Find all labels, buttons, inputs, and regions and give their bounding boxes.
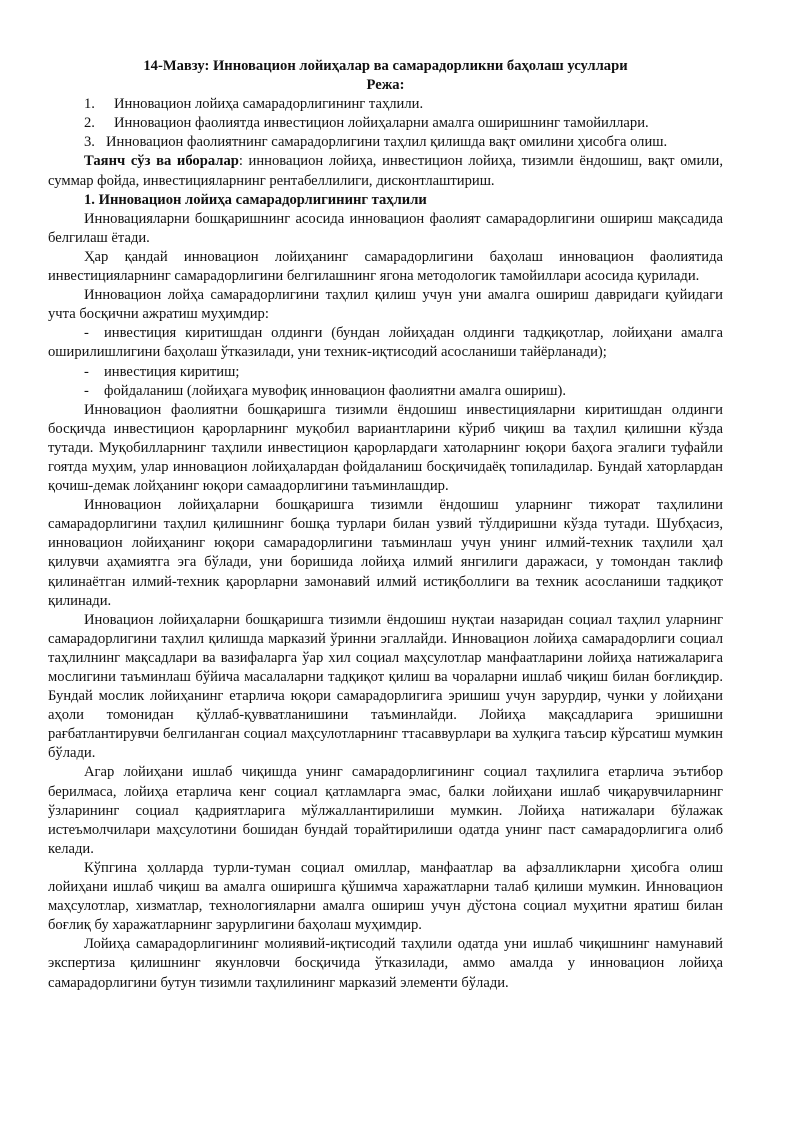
document-page (48, 57, 723, 993)
paragraph: Инновацион лойиҳаларни бошқаришга тизимли ёндошиш уларнинг тижорат таҳлилини самарадорлигини таҳлил қилишнинг бошқа турлари билан узвий тўлдиришни кўзда тутади. Шубҳасиз, инновацион лойиҳанинг юқори самарадорлигини таъминлаш учун унинг илмий-техник таҳлили ҳал қилувчи аҳамиятга эга бўлади, уни боришида лойиҳа илмий янгилиги даражаси, у томондан таклиф қилинаётган илмий-техник қарорларни замонавий илмий истиқболлиги ва техник асосланиши тадқиқот қилинади. (48, 497, 723, 609)
paragraph: Иновацион лойиҳаларни бошқаришга тизимли ёндошиш нуқтаи назаридан социал таҳлил уларнинг самарадорлигини таҳлил қилишда марказий ўринни эгаллайди. Инновацион лойиҳа самарадорлиги социал таҳлилнинг мақсадлари ва вазифаларга ўар хил социал маҳсулотлар манфаатларини лойиҳа натижаларига мослигини таъминлаш бўйича масалаларни тадқиқот қилиш ва чораларни ишлаб чиқиш билан боғлиқдир. Бундай мослик лойиҳанинг етарлича юқори самарадорлигига эришиш учун зарурдир, чунки у лойиҳани аҳоли томонидан қўллаб-қувватланишини таъминлайди. Лойиҳа мақсадларига эришишни рағбатлантирувчи белгиланган социал маҳсулотларнинг ттасаввурлари ва хулқига таъсир кўрсатиш мумкин бўлади. (48, 611, 723, 762)
dash-list-item: - фойдаланиш (лойиҳага мувофиқ инновацион фаолиятни амалга ошириш). (84, 382, 567, 399)
document-title: 14-Мавзу: Инновацион лойиҳалар ва самарадорликни баҳолаш усуллари (143, 58, 628, 74)
plan-label: Режа: (366, 77, 405, 94)
plan-item-3 (48, 133, 723, 152)
keywords-paragraph (48, 152, 723, 190)
plan-item-text: Инновацион фаолиятнинг самарадорлигини таҳлил қилишда вақт омилини ҳисобга олиш. (106, 134, 668, 151)
paragraph: Инновацион лойҳа самарадорлигини таҳлил қилиш учун уни амалга ошириш давридаги қуйидаги учта босқични ажратиш муҳимдир: (48, 287, 723, 323)
plan-item-2 (48, 114, 723, 133)
paragraph: Агар лойиҳани ишлаб чиқишда унинг самарадорлигининг социал таҳлилига етарлича эътибор берилмаса, лойиҳа етарлича кенг социал қатламларга эмас, балки лойиҳани ишлаб чиқарувчиларнинг ўзларининг социал қадриятларига мўлжаллантирилиши мумкин. Лойиҳа натижалари бўлажак истеъмолчилари маҳсулотини бошидан бундай торайтирилиши одатда унинг паст самарадорлигига олиб келади. (48, 764, 723, 857)
paragraph: Ҳар қандай инновацион лойиҳанинг самарадорлигини баҳолаш инновацион фаолиятида инвестицияларнинг самарадорлигини белгилашнинг ягона методологик тамойиллари асосида қурилади. (48, 248, 723, 285)
keywords-text: : инновацион лойиҳа, инвестицион лойиҳа, тизимли ёндошиш, вақт омили, суммар фойда, инвестицияларнинг рентабеллилиги, дисконтлаштириш. (48, 153, 723, 189)
paragraph: Кўпгина ҳолларда турли-туман социал омиллар, манфаатлар ва афзалликларни ҳисобга олиш лойиҳани ишлаб чиқиш ва амалга оширишга қўшимча харажатларни талаб қилиши мумкин. Инновацион маҳсулотлар, хизматлар, технологияларни амалга ошириш учун дўстона социал муҳитни яратиш билан боғлиқ бу харажатларнинг зарурлигини баҳолаш муҳимдир. (48, 859, 723, 934)
keywords-label: Таянч сўз ва иборалар (84, 153, 239, 170)
paragraph: Лойиҳа самарадорлигининг молиявий-иқтисодий таҳлили одатда уни ишлаб чиқишнинг намунавий экспертиза қилишнинг якунловчи босқичида ўтказилади, аммо амалда у инновацион лойиҳа самарадорлигини бутун тизимли таҳлилининг марказий элементи бўлади. (48, 936, 723, 991)
plan-item-number: 3. (84, 134, 95, 151)
plan-item-number: 2. (84, 115, 95, 132)
dash-list-item: - инвестиция киритиш; (84, 363, 240, 380)
paragraph: Инновацион фаолиятни бошқаришга тизимли ёндошиш инвестицияларни киритишдан олдинги босқичда инвестицион қарорларнинг муқобил вариантларини кўриб чиқиш ва таҳлил қилишни кўзда тутади. Муқобилларнинг таҳлили инвестицион қарорлардаги хатоларнинг юқори баҳога эгалиги туфайли гоятда муҳим, улар инновацион лойиҳалардан фойдаланиш босқичидаёқ топиладилар. Бундай хаторлардан қочиш-демак лойҳанинг юқори самаадорлигини таъминлашдир. (48, 401, 723, 495)
plan-item-number: 1. (84, 96, 95, 113)
plan-item-1 (48, 95, 723, 114)
plan-item-text: Инновацион лойиҳа самарадорлигининг таҳлили. (114, 96, 424, 113)
paragraph: Инновацияларни бошқаришнинг асосида инновацион фаолият самарадорлигини ошириш мақсадида белгилаш ётади. (48, 210, 723, 246)
section-heading: 1. Инновацион лойиҳа самарадорлигининг таҳлили (84, 191, 427, 208)
dash-list-item: - инвестиция киритишдан олдинги (бундан лойиҳадан олдинги тадқиқотлар, лойиҳани амалга оширилишлигини баҳолаш ўтказилади, уни техник-иқтисодий асосланиши тайёрланади); (48, 325, 723, 361)
plan-item-text: Инновацион фаолиятда инвестицион лойиҳаларни амалга оширишнинг тамойиллари. (114, 115, 649, 132)
